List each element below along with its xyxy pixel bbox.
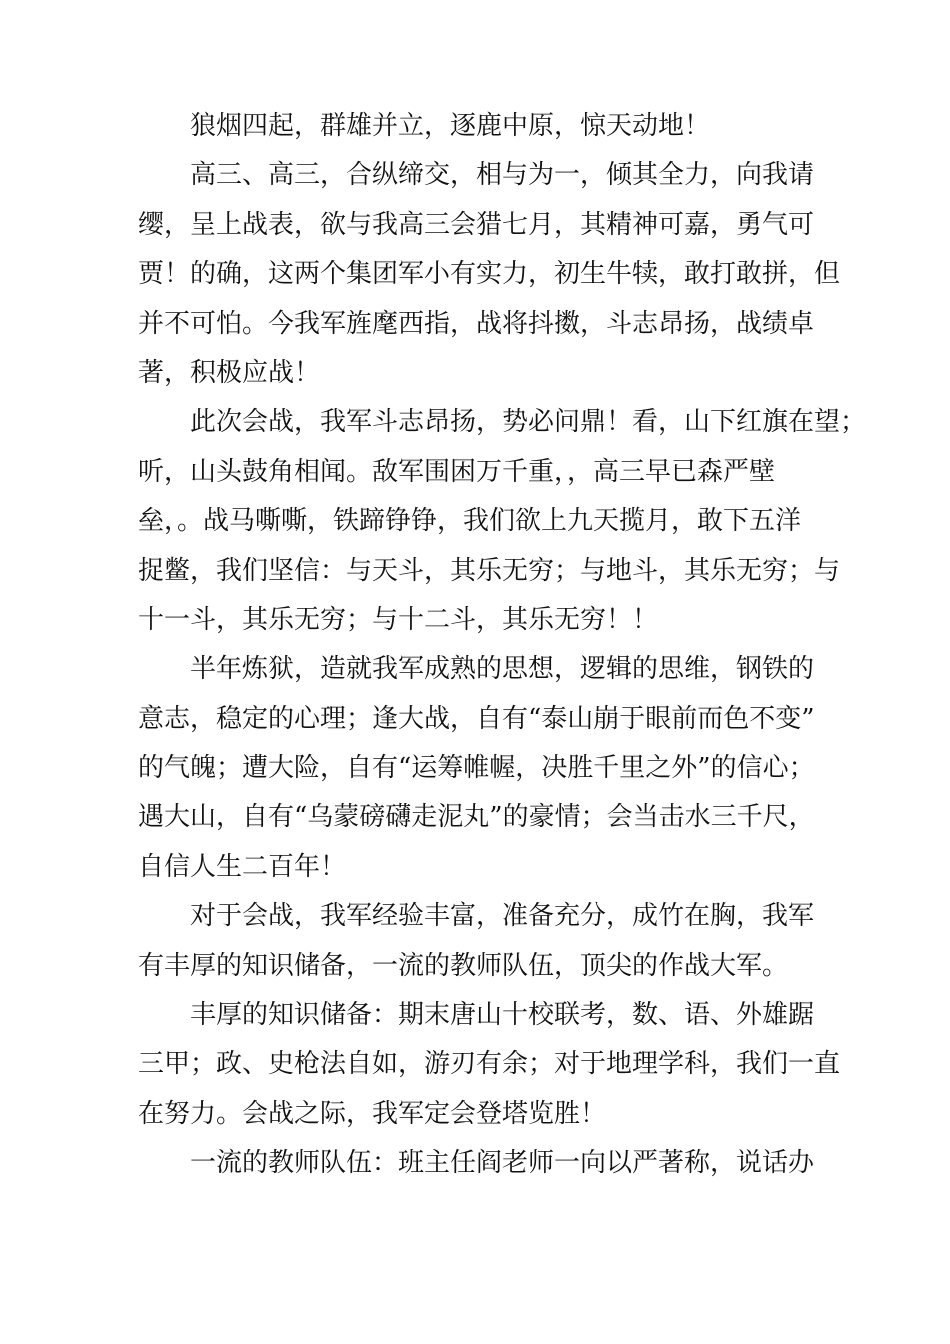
text-line: 缨，呈上战表，欲与我高三会猎七月，其精神可嘉，勇气可: [138, 209, 815, 240]
text-line: 三甲；政、史枪法自如，游刃有余；对于地理学科，我们一直: [138, 1049, 841, 1080]
paragraph: [138, 645, 818, 892]
text-line: 狼烟四起，群雄并立，逐鹿中原，惊天动地！: [190, 111, 711, 141]
text-line: 自信人生二百年！: [138, 851, 347, 882]
text-line: 有丰厚的知识储备，一流的教师队伍，顶尖的作战大军。: [138, 950, 789, 981]
paragraph: [138, 151, 841, 398]
text-line: 捉鳖，我们坚信：与天斗，其乐无穷；与地斗，其乐无穷；与: [138, 555, 841, 586]
text-line: 遇大山，自有“乌蒙磅礴走泥丸”的豪情；会当击水三千尺，: [138, 802, 815, 833]
paragraph: [138, 991, 841, 1139]
text-line: 对于会战，我军经验丰富，准备充分，成竹在胸，我军: [190, 901, 815, 932]
paragraph: [138, 892, 818, 991]
text-line: 意志，稳定的心理；逢大战，自有“泰山崩于眼前而色不变”: [138, 703, 815, 734]
text-line: 并不可怕。今我军旌麾西指，战将抖擞，斗志昂扬，战绩卓: [138, 308, 815, 339]
text-line: 的气魄；遭大险，自有“运筹帷幄，决胜千里之外”的信心；: [138, 753, 815, 784]
text-line: 垒，。战马嘶嘶，铁蹄铮铮，我们欲上九天揽月，敢下五洋: [138, 506, 802, 537]
paragraph: [138, 102, 818, 151]
text-line: 在努力。会战之际，我军定会登塔览胜！: [138, 1098, 607, 1129]
text-line: 半年炼狱，造就我军成熟的思想，逻辑的思维，钢铁的: [190, 654, 815, 685]
text-line: 贾！的确，这两个集团军小有实力，初生牛犊，敢打敢拼，但: [138, 259, 841, 290]
document-body: [138, 102, 867, 1189]
paragraph: [138, 398, 867, 645]
text-line: 一流的教师队伍：班主任阎老师一向以严著称，说话办: [190, 1148, 815, 1179]
text-line: 听，山头鼓角相闻。敌军围困万千重，，高三早已森严壁: [138, 456, 776, 487]
text-line: 十一斗，其乐无穷；与十二斗，其乐无穷！！: [138, 604, 659, 635]
text-line: 高三、高三，合纵缔交，相与为一，倾其全力，向我请: [190, 160, 815, 191]
text-line: 此次会战，我军斗志昂扬，势必问鼎！看，山下红旗在望；: [190, 407, 867, 438]
text-line: 著，积极应战！: [138, 357, 321, 388]
text-line: 丰厚的知识储备：期末唐山十校联考，数、语、外雄踞: [190, 1000, 815, 1031]
paragraph: [138, 1139, 818, 1188]
